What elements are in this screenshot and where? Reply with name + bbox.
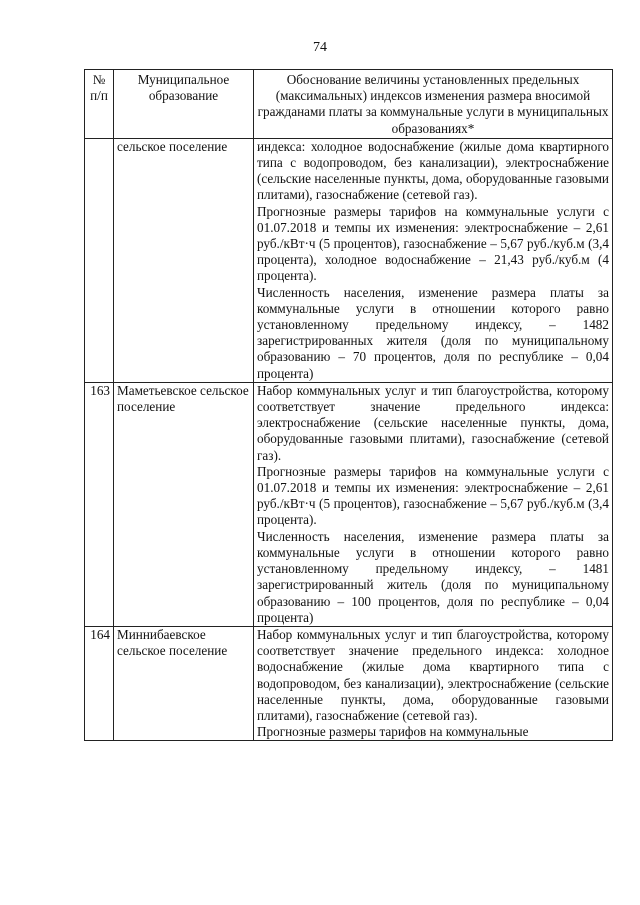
row-municipality: Маметьевское сельское поселение [114, 382, 254, 626]
table-header-row [85, 70, 613, 139]
justification-paragraph: Прогнозные размеры тарифов на коммунальные [257, 724, 529, 740]
justification-paragraph: Прогнозные размеры тарифов на коммунальные услуги с 01.07.2018 и темпы их изменения: электроснабжение – 2,61 руб./кВт·ч (5 процентов), газоснабжение – 5,67 руб./куб.м (3,4 процента). [257, 463, 609, 528]
row-number: 163 [85, 382, 114, 626]
header-number: № п/п [85, 70, 114, 139]
table-row [85, 138, 613, 382]
justification-paragraph: Прогнозные размеры тарифов на коммунальные услуги с 01.07.2018 и темпы их изменения: электроснабжение – 2,61 руб./кВт·ч (5 процентов), газоснабжение – 5,67 руб./куб.м (3,4 процента), холодное водоснабжение – 21,43 руб./куб.м (4 процента). [257, 203, 609, 284]
row-number [85, 138, 114, 382]
justification-paragraph: Численность населения, изменение размера платы за коммунальные услуги в отношении которого равно установленному предельному индексу, – 1481 зарегистрированный житель (доля по муниципальному образованию – 100 процентов, доля по республике – 0,04 процента) [257, 528, 609, 625]
justification-paragraph: Набор коммунальных услуг и тип благоустройства, которому соответствует значение предельного индекса: электроснабжение (сельские населенные пункты, дома, оборудованные газовыми плитами), газоснабжение (сетевой газ). [257, 382, 609, 463]
page-number: 74 [313, 40, 327, 55]
row-municipality: Миннибаевское сельское поселение [114, 626, 254, 740]
row-justification [254, 138, 613, 382]
tariff-justification-table [84, 69, 613, 741]
header-justification: Обоснование величины установленных предельных (максимальных) индексов изменения размера вносимой гражданами платы за коммунальные услуги в муниципальных образованиях* [254, 70, 613, 139]
justification-paragraph: Численность населения, изменение размера платы за коммунальные услуги в отношении которого равно установленному предельному индексу, – 1482 зарегистрированных жителя (доля по муниципальному образованию – 70 процентов, доля по республике – 0,04 процента) [257, 284, 609, 381]
row-municipality: сельское поселение [114, 138, 254, 382]
row-number: 164 [85, 626, 114, 740]
header-municipality: Муниципальное образование [114, 70, 254, 139]
table-row [85, 382, 613, 626]
justification-paragraph: индекса: холодное водоснабжение (жилые дома квартирного типа с водопроводом, без канализации), электроснабжение (сельские населенные пункты, дома, оборудованные газовыми плитами), газоснабжение (сетевой газ). [257, 138, 609, 203]
justification-paragraph: Набор коммунальных услуг и тип благоустройства, которому соответствует значение предельного индекса: холодное водоснабжение (жилые дома квартирного типа с водопроводом, без канализации), электроснабжение (сельские населенные пункты, дома, оборудованные газовыми плитами), газоснабжение (сетевой газ). [257, 626, 609, 723]
row-justification [254, 626, 613, 740]
table-row [85, 626, 613, 740]
row-justification [254, 382, 613, 626]
